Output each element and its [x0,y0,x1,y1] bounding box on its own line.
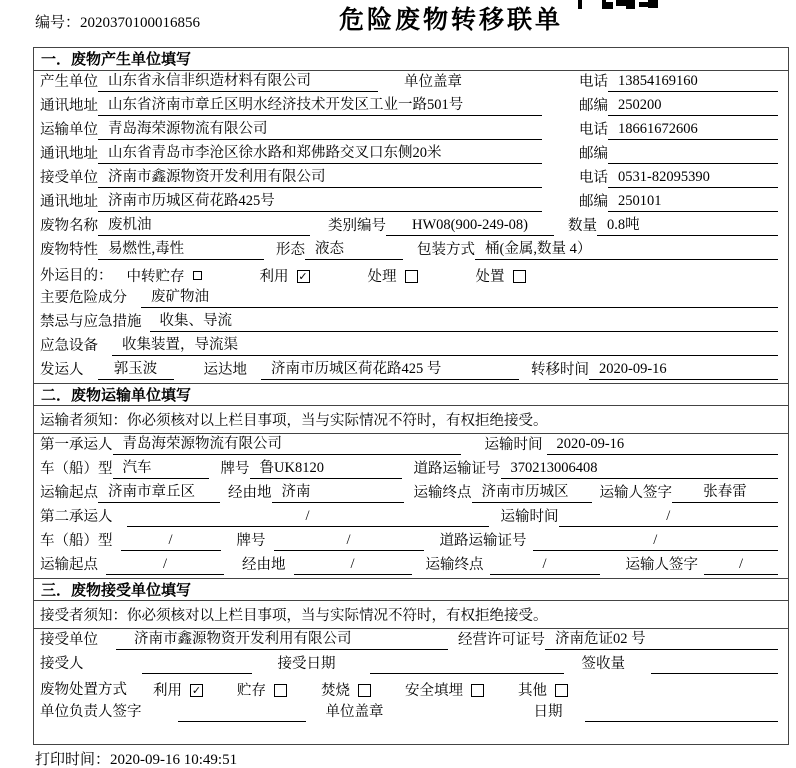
section3-header: 三．废物接受单位填写 [34,578,788,601]
sender-row [34,359,788,383]
producer-zip-value: 250200 [608,97,778,116]
vehicle2-row [34,530,788,554]
character-value: 易燃性,毒性 [98,237,264,260]
transporter-label: 运输单位 [40,122,98,138]
equipment-label: 应急设备 [40,338,98,354]
checkbox-unchecked-icon [274,684,287,697]
transporter-value: 青岛海荣源物流有限公司 [98,117,542,140]
unit-seal-label: 单位盖章 [325,704,384,720]
qr-code-remnant-icon [578,0,658,9]
section1-header: 一．废物产生单位填写 [34,48,788,71]
transfer-date-label: 转移时间 [531,362,589,378]
print-time-label: 打印时间： [35,752,111,768]
address-label: 通讯地址 [40,98,98,114]
vehicle1-row [34,458,788,482]
transporter-row [34,119,788,143]
carrier2-value: / [127,508,489,527]
date-label: 日期 [533,704,563,720]
sign2-value: / [704,556,778,575]
recipient-row [34,653,788,677]
via-label: 经由地 [228,485,272,501]
form-value: 液态 [305,237,403,260]
qty-value: 0.8吨 [597,213,778,236]
serial-value: 2020370100016856 [80,15,201,31]
zip-label: 邮编 [579,194,608,210]
vehicle1-value: 汽车 [113,456,209,479]
via1-value: 济南 [272,480,404,503]
carrier1-time-value: 2020-09-16 [547,436,779,455]
receiver-notice: 接受者须知：你必须核对以上栏目事项，当与实际情况不符时，有权拒绝接受。 [40,608,548,624]
hazard-row [34,287,788,311]
amount-label: 签收量 [581,656,625,672]
via-label: 经由地 [242,557,286,573]
permit-value: 济南危证02 号 [545,627,778,650]
transporter-phone-value: 18661672606 [608,121,778,140]
contraindication-value: 收集、导流 [150,309,779,332]
receiver-value: 济南市鑫源物资开发利用有限公司 [98,165,542,188]
license-label: 道路运输证号 [439,533,527,549]
sign-label: 运输人签字 [599,485,672,501]
equipment-row [34,335,788,359]
checkbox-label: 处置 [475,268,505,285]
zip-label: 邮编 [579,146,608,162]
address-label: 通讯地址 [40,194,98,210]
qty-label: 数量 [568,218,597,234]
route1-row [34,482,788,506]
hazard-value: 废矿物油 [141,285,778,308]
accept-date-value [370,672,564,674]
checkbox-option [476,265,526,286]
form-label: 形态 [276,242,305,258]
hazard-label: 主要危险成分 [40,290,127,306]
checkbox-checked-icon: ✓ [191,684,202,697]
phone-label: 电话 [579,74,608,90]
equipment-value: 收集装置，导流渠 [112,333,778,356]
vehicle-label: 车（船）型 [40,461,113,477]
origin1-value: 济南市章丘区 [98,480,220,503]
transport-time-label: 运输时间 [484,437,543,453]
producer-address-row [34,95,788,119]
page-title: 危险废物转移联单 [338,6,564,34]
producer-address-value: 山东省济南市章丘区明水经济技术开发区工业一路501号 [98,93,542,116]
checkbox-unchecked-icon [513,270,526,283]
vehicle-label: 车（船）型 [40,533,113,549]
zip-label: 邮编 [579,98,608,114]
receiver-address-value: 济南市历城区荷花路425号 [98,189,542,212]
purpose-checkbox-group [113,265,526,286]
license1-value: 370213006408 [501,460,779,479]
end-label: 运输终点 [425,557,484,573]
carrier2-label: 第二承运人 [40,509,113,525]
recipient-value [142,672,252,674]
transporter-address-row [34,143,788,167]
plate-label: 牌号 [220,461,250,477]
disposal-row [34,677,788,701]
manifest-form [33,47,789,745]
receiver-notice-row [34,601,788,629]
checkbox-label: 利用 [259,268,289,285]
sign1-value: 张春雷 [672,480,778,503]
checkbox-option [127,265,202,286]
print-time [35,748,237,768]
checkbox-option [237,679,287,700]
transporter-notice-row [34,406,788,434]
transporter-zip-value [608,162,778,164]
checkbox-unchecked-icon [358,684,371,697]
end2-value: / [490,556,600,575]
receiver-address-row [34,191,788,215]
packing-value: 桶(金属,数量 4） [475,237,778,260]
seal-label: 单位盖章 [404,74,462,90]
license-label: 道路运输证号 [413,461,501,477]
disposal-label: 废物处置方式 [40,682,127,698]
carrier1-label: 第一承运人 [40,437,113,453]
via2-value: / [294,556,412,575]
dest-label: 运达地 [203,362,247,378]
address-label: 通讯地址 [40,146,98,162]
section2-header: 二．废物运输单位填写 [34,383,788,406]
sender-label: 发运人 [40,362,84,378]
permit-label: 经营许可证号 [458,632,545,648]
carrier2-row [34,506,788,530]
end1-value: 济南市历城区 [472,480,592,503]
checkbox-label: 安全填埋 [405,682,463,699]
checkbox-label: 处理 [367,268,397,285]
end-label: 运输终点 [413,485,472,501]
phone-label: 电话 [579,170,608,186]
checkbox-option [405,679,484,700]
accept-unit-row [34,629,788,653]
route2-row [34,554,788,578]
plate-label: 牌号 [236,533,266,549]
contraindication-label: 禁忌与应急措施 [40,314,142,330]
receiver-zip-value: 250101 [608,193,778,212]
amount-value [651,672,778,674]
carrier1-value: 青岛海荣源物流有限公司 [113,432,461,455]
category-value: HW08(900-249-08) [386,217,554,236]
receiver-row [34,167,788,191]
waste-name-row [34,215,788,239]
receiver-phone-value: 0531-82095390 [608,169,778,188]
head-sign-value [178,720,306,722]
checkbox-label: 焚烧 [321,682,350,699]
waste-name-value: 废机油 [98,213,310,236]
checkbox-unchecked-icon [471,684,484,697]
phone-label: 电话 [579,122,608,138]
waste-name-label: 废物名称 [40,218,98,234]
sign-label: 运输人签字 [625,557,698,573]
disposal-checkbox-group [127,679,568,700]
serial-label: 编号： [35,15,81,31]
producer-label: 产生单位 [40,74,98,90]
checkbox-label: 中转贮存 [126,268,185,285]
head-sign-label: 单位负责人签字 [40,704,142,720]
checkbox-label: 其他 [518,682,547,699]
accept-unit-value: 济南市鑫源物资开发利用有限公司 [116,627,448,650]
plate2-value: / [274,532,424,551]
checkbox-unchecked-icon [555,684,568,697]
checkbox-option [321,679,371,700]
carrier1-row [34,434,788,458]
checkbox-label: 利用 [153,682,182,699]
serial-number [35,11,200,32]
purpose-label: 外运目的： [40,268,113,284]
producer-value: 山东省永信非织造材料有限公司 [98,69,378,92]
transporter-notice: 运输者须知：你必须核对以上栏目事项，当与实际情况不符时，有权拒绝接受。 [40,413,548,429]
purpose-row [34,263,788,287]
checkbox-unchecked-icon [405,270,418,283]
transfer-date-value: 2020-09-16 [589,361,778,380]
origin2-value: / [106,556,224,575]
transport-time-label: 运输时间 [500,509,559,525]
checkbox-option [153,679,203,700]
sender-value: 郭玉波 [98,357,174,380]
producer-row [34,71,788,95]
checkbox-option [368,265,418,286]
origin-label: 运输起点 [40,485,98,501]
carrier2-time-value: / [559,508,779,527]
vehicle2-value: / [121,532,221,551]
plate1-value: 鲁UK8120 [250,456,402,479]
checkbox-label: 贮存 [237,682,266,699]
checkbox-option [260,265,310,286]
category-label: 类别编号 [328,218,386,234]
date2-value [585,720,779,722]
license2-value: / [533,532,779,551]
recipient-label: 接受人 [40,656,84,672]
waste-character-row [34,239,788,263]
print-time-value: 2020-09-16 10:49:51 [110,752,238,768]
packing-label: 包装方式 [417,242,475,258]
checkbox-checked-icon: ✓ [298,270,308,283]
accept-date-label: 接受日期 [277,656,336,672]
origin-label: 运输起点 [40,557,98,573]
accept-unit-label: 接受单位 [40,632,98,648]
transporter-address-value: 山东省青岛市李沧区徐水路和郑佛路交叉口东侧20米 [98,141,542,164]
contraindication-row [34,311,788,335]
dest-value: 济南市历城区荷花路425 号 [261,357,519,380]
character-label: 废物特性 [40,242,98,258]
checkbox-option [518,679,568,700]
producer-phone-value: 13854169160 [608,73,778,92]
receiver-label: 接受单位 [40,170,98,186]
checkbox-unchecked-icon [193,271,202,280]
head-sign-row [34,701,788,725]
